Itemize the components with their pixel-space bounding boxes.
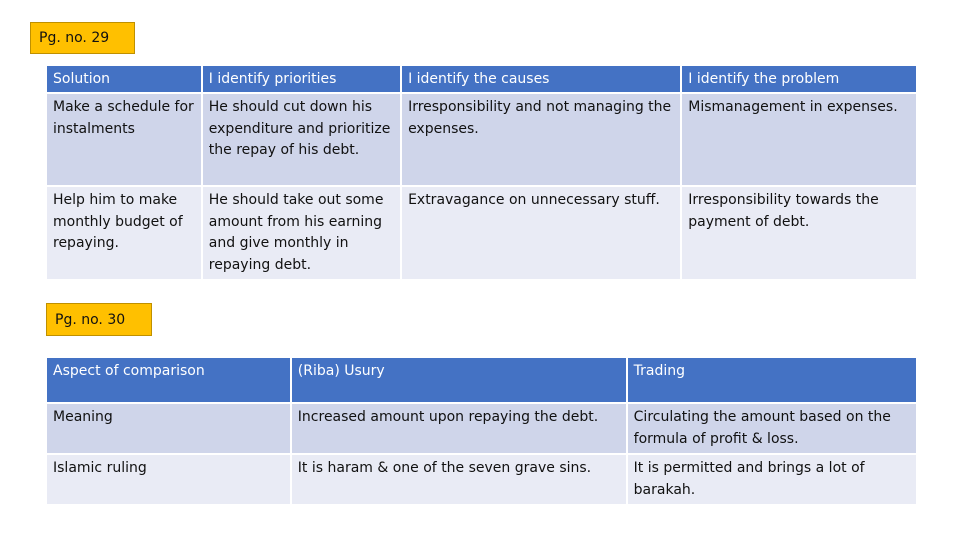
cell-priorities: He should cut down his expenditure and prioritize the repay of his debt.	[203, 94, 400, 185]
header-causes: I identify the causes	[402, 66, 680, 92]
cell-riba: Increased amount upon repaying the debt.	[292, 404, 626, 453]
header-problem: I identify the problem	[682, 66, 916, 92]
header-aspect: Aspect of comparison	[47, 358, 290, 402]
table-row	[47, 187, 916, 279]
cell-priorities: He should take out some amount from his earning and give monthly in repaying debt.	[203, 187, 400, 279]
table-header-row	[47, 358, 916, 402]
cell-aspect: Meaning	[47, 404, 290, 453]
page-number-29-label	[30, 22, 135, 54]
table-row	[47, 455, 916, 504]
cell-solution: Make a schedule for instalments	[47, 94, 201, 185]
cell-aspect: Islamic ruling	[47, 455, 290, 504]
cell-causes: Irresponsibility and not managing the expenses.	[402, 94, 680, 185]
table-row	[47, 94, 916, 185]
header-trading: Trading	[628, 358, 916, 402]
page-number-29-text: Pg. no. 29	[39, 30, 110, 46]
riba-vs-trading-table	[45, 356, 918, 506]
cell-trading: It is permitted and brings a lot of barakah.	[628, 455, 916, 504]
cell-problem: Irresponsibility towards the payment of debt.	[682, 187, 916, 279]
cell-trading: Circulating the amount based on the formula of profit & loss.	[628, 404, 916, 453]
page-number-30-label	[46, 303, 152, 336]
problem-solution-table	[45, 64, 918, 281]
cell-causes: Extravagance on unnecessary stuff.	[402, 187, 680, 279]
cell-riba: It is haram & one of the seven grave sins.	[292, 455, 626, 504]
table-header-row	[47, 66, 916, 92]
header-solution: Solution	[47, 66, 201, 92]
cell-problem: Mismanagement in expenses.	[682, 94, 916, 185]
header-riba: (Riba) Usury	[292, 358, 626, 402]
header-priorities: I identify priorities	[203, 66, 400, 92]
page-number-30-text: Pg. no. 30	[55, 311, 126, 328]
cell-solution: Help him to make monthly budget of repaying.	[47, 187, 201, 279]
table-row	[47, 404, 916, 453]
